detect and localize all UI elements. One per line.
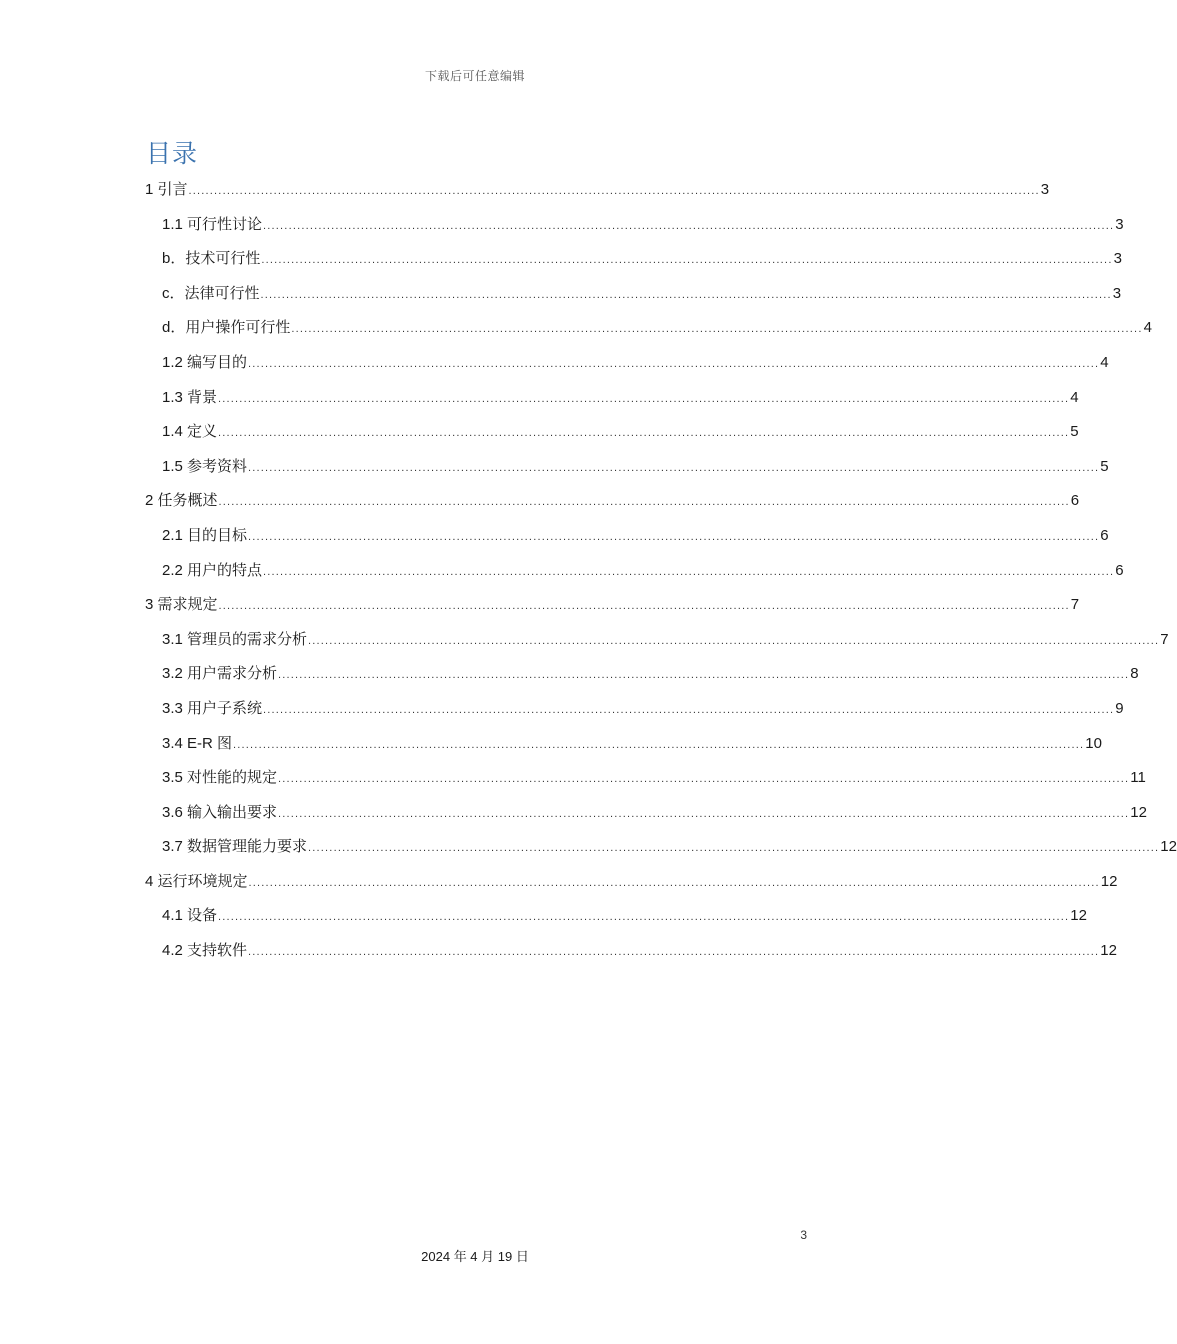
toc-entry-page: 3 xyxy=(1040,181,1050,198)
toc-entry-page: 4 xyxy=(1070,388,1079,406)
toc-entry-page: 4 xyxy=(1100,353,1109,371)
toc-entry-page: 12 xyxy=(1070,907,1087,925)
toc-leader-dots: ........................................................................................................................................................................................................ xyxy=(218,427,1070,440)
toc-entry-page: 6 xyxy=(1070,492,1080,510)
toc-entry-page: 8 xyxy=(1130,665,1139,683)
toc-entry-page: 6 xyxy=(1100,526,1109,544)
toc-entry[interactable] xyxy=(145,591,1080,626)
toc-entry-page: 9 xyxy=(1115,699,1124,717)
toc-entry-page: 5 xyxy=(1100,457,1109,475)
toc-entry[interactable] xyxy=(145,730,1102,765)
toc-entry[interactable] xyxy=(145,487,1080,522)
toc-leader-dots: ........................................................................................................................................................................................................ xyxy=(218,392,1070,405)
toc-entry[interactable] xyxy=(145,211,1124,246)
toc-entry-label: 1.2 编写目的 xyxy=(162,353,248,371)
toc-leader-dots: ........................................................................................................................................................................................................ xyxy=(218,600,1070,613)
toc-entry-label: 4 运行环境规定 xyxy=(145,872,248,890)
toc-leader-dots: ........................................................................................................................................................................................................ xyxy=(263,565,1115,578)
toc-entry-page: 12 xyxy=(1130,803,1147,821)
toc-entry-label: 1 引言 xyxy=(145,181,188,198)
toc-entry-label: 3.2 用户需求分析 xyxy=(162,665,278,683)
toc-leader-dots: ........................................................................................................................................................................................................ xyxy=(278,669,1130,682)
toc-leader-dots: ........................................................................................................................................................................................................ xyxy=(248,946,1100,959)
toc-entry[interactable] xyxy=(145,695,1124,730)
toc-leader-dots: ........................................................................................................................................................................................................ xyxy=(261,254,1113,267)
toc-entry-label: 3 需求规定 xyxy=(145,596,218,614)
toc-entry-label: 1.5 参考资料 xyxy=(162,457,248,475)
toc-entry-label: 3.6 输入输出要求 xyxy=(162,803,278,821)
toc-entry[interactable] xyxy=(145,453,1109,488)
toc-leader-dots: ........................................................................................................................................................................................................ xyxy=(263,219,1115,232)
toc-entry-label: 2.1 目的目标 xyxy=(162,526,248,544)
toc-entry[interactable] xyxy=(145,764,1146,799)
toc-entry-page: 7 xyxy=(1160,630,1169,648)
toc-entry-page: 12 xyxy=(1100,872,1118,890)
toc-entry-label: d．用户操作可行性 xyxy=(162,319,291,337)
toc-entry-label: 3.7 数据管理能力要求 xyxy=(162,838,308,856)
toc-leader-dots: ........................................................................................................................................................................................................ xyxy=(188,185,1040,197)
toc-entry[interactable] xyxy=(145,418,1079,453)
toc-entry[interactable] xyxy=(145,245,1122,280)
toc-leader-dots: ........................................................................................................................................................................................................ xyxy=(233,738,1085,751)
toc-title: 目录 xyxy=(146,140,199,168)
toc-entry[interactable] xyxy=(145,176,1050,211)
toc-entry-label: 1.4 定义 xyxy=(162,423,218,441)
toc-leader-dots: ........................................................................................................................................................................................................ xyxy=(218,911,1070,924)
toc-entry[interactable] xyxy=(145,626,1169,661)
toc-entry-label: 3.3 用户子系统 xyxy=(162,699,263,717)
toc-entry-label: b．技术可行性 xyxy=(162,250,261,268)
toc-entry-label: 2.2 用户的特点 xyxy=(162,561,263,579)
toc-entry-page: 12 xyxy=(1160,838,1177,856)
toc-entry[interactable] xyxy=(145,937,1117,972)
toc-entry-page: 6 xyxy=(1115,561,1124,579)
toc-entry[interactable] xyxy=(145,660,1139,695)
toc-entry-label: 3.5 对性能的规定 xyxy=(162,769,278,787)
toc-leader-dots: ........................................................................................................................................................................................................ xyxy=(308,842,1160,855)
toc-entry-label: 1.3 背景 xyxy=(162,388,218,406)
toc-entry[interactable] xyxy=(145,799,1147,834)
toc-entry[interactable] xyxy=(145,314,1152,349)
toc-leader-dots: ........................................................................................................................................................................................................ xyxy=(263,703,1115,716)
toc-entry[interactable] xyxy=(145,833,1177,868)
toc-leader-dots: ........................................................................................................................................................................................................ xyxy=(218,496,1070,509)
toc-entry-label: 2 任务概述 xyxy=(145,492,218,510)
toc-entry-page: 4 xyxy=(1143,319,1152,337)
toc-entry-label: 4.2 支持软件 xyxy=(162,942,248,960)
page-number: 3 xyxy=(800,1228,807,1242)
toc-leader-dots: ........................................................................................................................................................................................................ xyxy=(248,357,1100,370)
toc-entry-page: 3 xyxy=(1113,250,1122,268)
toc-entry-page: 11 xyxy=(1130,769,1146,787)
toc-entry-label: 3.4 E-R 图 xyxy=(162,734,233,752)
footer-date: 2024 年 4 月 19 日 xyxy=(421,1249,529,1264)
page-header-note: 下载后可任意编辑 xyxy=(424,69,525,83)
toc-entry-page: 3 xyxy=(1112,284,1122,302)
toc-leader-dots: ........................................................................................................................................................................................................ xyxy=(248,530,1100,543)
toc-entry-label: 3.1 管理员的需求分析 xyxy=(162,630,308,648)
toc-leader-dots: ........................................................................................................................................................................................................ xyxy=(291,323,1143,336)
toc-entry[interactable] xyxy=(145,384,1079,419)
toc-entry[interactable] xyxy=(145,557,1124,592)
table-of-contents xyxy=(145,176,1177,972)
toc-entry[interactable] xyxy=(145,349,1109,384)
toc-entry[interactable] xyxy=(145,868,1118,903)
toc-leader-dots: ........................................................................................................................................................................................................ xyxy=(278,807,1130,820)
toc-leader-dots: ........................................................................................................................................................................................................ xyxy=(308,634,1160,647)
toc-entry[interactable] xyxy=(145,280,1122,315)
toc-entry-page: 3 xyxy=(1115,215,1124,233)
toc-entry-page: 10 xyxy=(1085,734,1102,752)
toc-leader-dots: ........................................................................................................................................................................................................ xyxy=(248,876,1100,889)
toc-entry-page: 7 xyxy=(1070,596,1080,614)
toc-entry-label: c．法律可行性 xyxy=(162,284,260,302)
toc-entry-page: 12 xyxy=(1100,942,1117,960)
toc-entry-page: 5 xyxy=(1070,423,1079,441)
toc-entry[interactable] xyxy=(145,522,1109,557)
toc-entry-label: 4.1 设备 xyxy=(162,907,218,925)
toc-leader-dots: ........................................................................................................................................................................................................ xyxy=(248,461,1100,474)
toc-leader-dots: ........................................................................................................................................................................................................ xyxy=(278,773,1130,786)
toc-leader-dots: ........................................................................................................................................................................................................ xyxy=(260,288,1112,301)
toc-entry[interactable] xyxy=(145,902,1087,937)
toc-entry-label: 1.1 可行性讨论 xyxy=(162,215,263,233)
